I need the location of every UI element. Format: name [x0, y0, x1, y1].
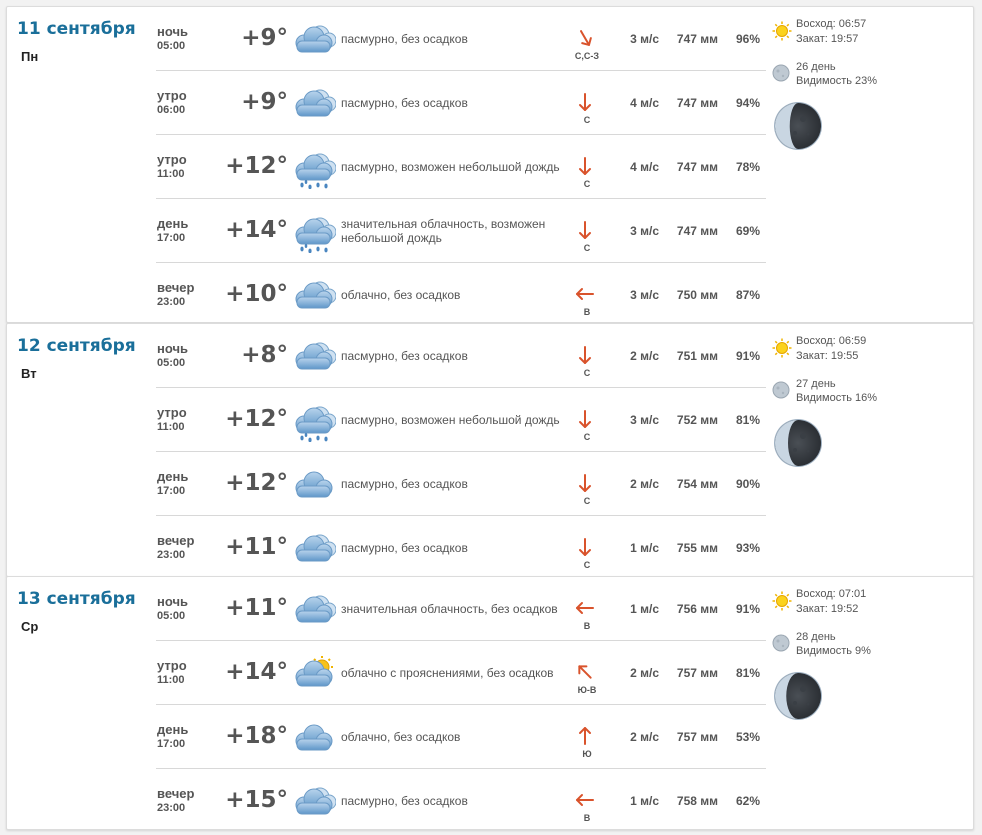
temperature: +8° — [241, 342, 288, 368]
humidity: 96% — [735, 32, 760, 46]
condition-description: значительная облачность, без осадков — [341, 601, 558, 616]
day-date: 11 сентября — [17, 19, 136, 39]
overcast-cloud-icon — [290, 277, 340, 317]
wind-direction: В — [583, 813, 591, 823]
period-label: утро — [157, 88, 187, 103]
condition-description: пасмурно, без осадков — [341, 476, 468, 491]
period-label: день — [157, 469, 189, 484]
wind-direction: Ю-В — [577, 685, 597, 695]
light-cloud-icon — [290, 466, 340, 506]
moon-phase-icon — [773, 418, 823, 468]
humidity: 69% — [735, 224, 760, 238]
humidity: 87% — [735, 288, 760, 302]
wind-speed: 1 м/с — [630, 602, 659, 616]
humidity: 62% — [735, 794, 760, 808]
wind-arrow-icon — [574, 283, 600, 305]
humidity: 53% — [735, 730, 760, 744]
moon-day: 27 день — [796, 378, 836, 390]
period-label: день — [157, 722, 189, 737]
wind-speed: 2 м/с — [630, 349, 659, 363]
humidity: 91% — [735, 602, 760, 616]
pressure: 758 мм — [676, 794, 718, 808]
wind-speed: 4 м/с — [630, 160, 659, 174]
sunset-time: Закат: 19:57 — [796, 33, 859, 45]
rain-cloud-icon — [290, 213, 340, 253]
partly-cloudy-sun-icon — [290, 655, 340, 695]
forecast-row — [156, 263, 766, 326]
period-time: 17:00 — [157, 232, 186, 244]
forecast-row — [156, 769, 766, 832]
moon-phase-icon — [773, 671, 823, 721]
overcast-cloud-icon — [290, 85, 340, 125]
forecast-row — [156, 388, 766, 452]
period-label: вечер — [157, 533, 195, 548]
humidity: 90% — [735, 477, 760, 491]
moon-small-icon — [772, 64, 790, 82]
wind-arrow-icon — [574, 725, 600, 747]
day-header — [17, 19, 136, 64]
wind-arrow-icon — [574, 472, 600, 494]
condition-description: пасмурно, без осадков — [341, 31, 468, 46]
pressure: 755 мм — [676, 541, 718, 555]
sunrise-time: Восход: 07:01 — [796, 588, 867, 600]
overcast-cloud-icon — [290, 530, 340, 570]
wind-speed: 2 м/с — [630, 477, 659, 491]
condition-description: пасмурно, возможен небольшой дождь — [341, 412, 560, 427]
sun-icon — [772, 338, 792, 358]
humidity: 78% — [735, 160, 760, 174]
condition-description: пасмурно, без осадков — [341, 348, 468, 363]
period-time: 23:00 — [157, 802, 186, 814]
forecast-row — [156, 641, 766, 705]
humidity: 81% — [735, 666, 760, 680]
wind-direction: С — [583, 115, 591, 125]
day-card — [6, 576, 974, 830]
wind-speed: 3 м/с — [630, 224, 659, 238]
forecast-row — [156, 705, 766, 769]
wind-direction: Ю — [582, 749, 592, 759]
pressure: 747 мм — [676, 160, 718, 174]
overcast-cloud-icon — [290, 591, 340, 631]
forecast-row — [156, 71, 766, 135]
overcast-cloud-icon — [290, 21, 340, 61]
moon-visibility: Видимость 16% — [796, 392, 878, 404]
wind-direction: С — [583, 496, 591, 506]
forecast-row — [156, 577, 766, 641]
pressure: 747 мм — [676, 224, 718, 238]
wind-arrow-icon — [574, 344, 600, 366]
sunrise-time: Восход: 06:59 — [796, 335, 867, 347]
temperature: +12° — [225, 470, 288, 496]
temperature: +10° — [225, 281, 288, 307]
temperature: +9° — [241, 25, 288, 51]
pressure: 754 мм — [676, 477, 718, 491]
humidity: 93% — [735, 541, 760, 555]
wind-arrow-icon — [574, 597, 600, 619]
temperature: +15° — [225, 787, 288, 813]
period-label: утро — [157, 658, 187, 673]
wind-speed: 3 м/с — [630, 32, 659, 46]
temperature: +12° — [225, 406, 288, 432]
pressure: 750 мм — [676, 288, 718, 302]
wind-arrow-icon — [574, 155, 600, 177]
period-time: 05:00 — [157, 610, 186, 622]
condition-description: облачно с прояснениями, без осадков — [341, 665, 554, 680]
pressure: 756 мм — [676, 602, 718, 616]
day-weekday: Вт — [21, 366, 37, 381]
wind-direction: С — [583, 368, 591, 378]
pressure: 757 мм — [676, 730, 718, 744]
forecast-rows — [156, 7, 766, 326]
sunset-time: Закат: 19:52 — [796, 603, 859, 615]
wind-speed: 2 м/с — [630, 730, 659, 744]
humidity: 91% — [735, 349, 760, 363]
period-time: 05:00 — [157, 357, 186, 369]
temperature: +12° — [225, 153, 288, 179]
wind-speed: 3 м/с — [630, 288, 659, 302]
period-label: вечер — [157, 280, 195, 295]
forecast-row — [156, 199, 766, 263]
forecast-row — [156, 7, 766, 71]
wind-arrow-icon — [574, 27, 600, 49]
wind-speed: 3 м/с — [630, 413, 659, 427]
wind-arrow-icon — [574, 661, 600, 683]
wind-direction: В — [583, 621, 591, 631]
moon-visibility: Видимость 9% — [796, 645, 871, 657]
forecast-row — [156, 135, 766, 199]
overcast-cloud-icon — [290, 338, 340, 378]
wind-direction: С — [583, 179, 591, 189]
day-header — [17, 336, 136, 381]
rain-cloud-icon — [290, 402, 340, 442]
humidity: 81% — [735, 413, 760, 427]
day-card — [6, 6, 974, 323]
sunset-time: Закат: 19:55 — [796, 350, 859, 362]
temperature: +11° — [225, 534, 288, 560]
pressure: 752 мм — [676, 413, 718, 427]
period-label: день — [157, 216, 189, 231]
wind-arrow-icon — [574, 536, 600, 558]
rain-cloud-icon — [290, 149, 340, 189]
period-time: 11:00 — [157, 421, 185, 433]
period-time: 05:00 — [157, 40, 186, 52]
sun-icon — [772, 591, 792, 611]
forecast-row — [156, 324, 766, 388]
humidity: 94% — [735, 96, 760, 110]
day-date: 13 сентября — [17, 589, 136, 609]
temperature: +9° — [241, 89, 288, 115]
period-label: утро — [157, 152, 187, 167]
moon-small-icon — [772, 381, 790, 399]
forecast-row — [156, 516, 766, 579]
wind-direction: В — [583, 307, 591, 317]
period-time: 17:00 — [157, 485, 186, 497]
condition-description: пасмурно, возможен небольшой дождь — [341, 159, 560, 174]
day-date: 12 сентября — [17, 336, 136, 356]
day-card — [6, 323, 974, 577]
condition-description: пасмурно, без осадков — [341, 95, 468, 110]
wind-speed: 2 м/с — [630, 666, 659, 680]
condition-description: облачно, без осадков — [341, 287, 461, 302]
condition-description: облачно, без осадков — [341, 729, 461, 744]
period-time: 23:00 — [157, 296, 186, 308]
period-label: ночь — [157, 341, 189, 356]
period-time: 11:00 — [157, 168, 185, 180]
wind-direction: С — [583, 560, 591, 570]
forecast-row — [156, 452, 766, 516]
period-label: ночь — [157, 594, 189, 609]
pressure: 751 мм — [676, 349, 718, 363]
period-time: 11:00 — [157, 674, 185, 686]
sunrise-time: Восход: 06:57 — [796, 18, 867, 30]
day-weekday: Пн — [21, 49, 39, 64]
condition-description: пасмурно, без осадков — [341, 793, 468, 808]
wind-arrow-icon — [574, 789, 600, 811]
pressure: 747 мм — [676, 32, 718, 46]
wind-arrow-icon — [574, 91, 600, 113]
period-label: утро — [157, 405, 187, 420]
sun-icon — [772, 21, 792, 41]
day-weekday: Ср — [21, 619, 39, 634]
moon-visibility: Видимость 23% — [796, 75, 878, 87]
period-time: 17:00 — [157, 738, 186, 750]
temperature: +14° — [225, 659, 288, 685]
condition-description: значительная облачность, возможен небольшой дождь — [341, 216, 546, 245]
wind-speed: 4 м/с — [630, 96, 659, 110]
light-cloud-icon — [290, 719, 340, 759]
wind-speed: 1 м/с — [630, 794, 659, 808]
wind-direction: С — [583, 432, 591, 442]
pressure: 747 мм — [676, 96, 718, 110]
condition-description: пасмурно, без осадков — [341, 540, 468, 555]
wind-direction: С,С-З — [574, 51, 600, 61]
temperature: +14° — [225, 217, 288, 243]
temperature: +18° — [225, 723, 288, 749]
wind-arrow-icon — [574, 408, 600, 430]
period-time: 23:00 — [157, 549, 186, 561]
temperature: +11° — [225, 595, 288, 621]
moon-small-icon — [772, 634, 790, 652]
wind-direction: С — [583, 243, 591, 253]
period-label: ночь — [157, 24, 189, 39]
wind-arrow-icon — [574, 219, 600, 241]
overcast-cloud-icon — [290, 783, 340, 823]
moon-phase-icon — [773, 101, 823, 151]
moon-day: 28 день — [796, 631, 836, 643]
forecast-rows — [156, 577, 766, 832]
wind-speed: 1 м/с — [630, 541, 659, 555]
day-header — [17, 589, 136, 634]
period-label: вечер — [157, 786, 195, 801]
pressure: 757 мм — [676, 666, 718, 680]
period-time: 06:00 — [157, 104, 186, 116]
forecast-rows — [156, 324, 766, 579]
moon-day: 26 день — [796, 61, 836, 73]
